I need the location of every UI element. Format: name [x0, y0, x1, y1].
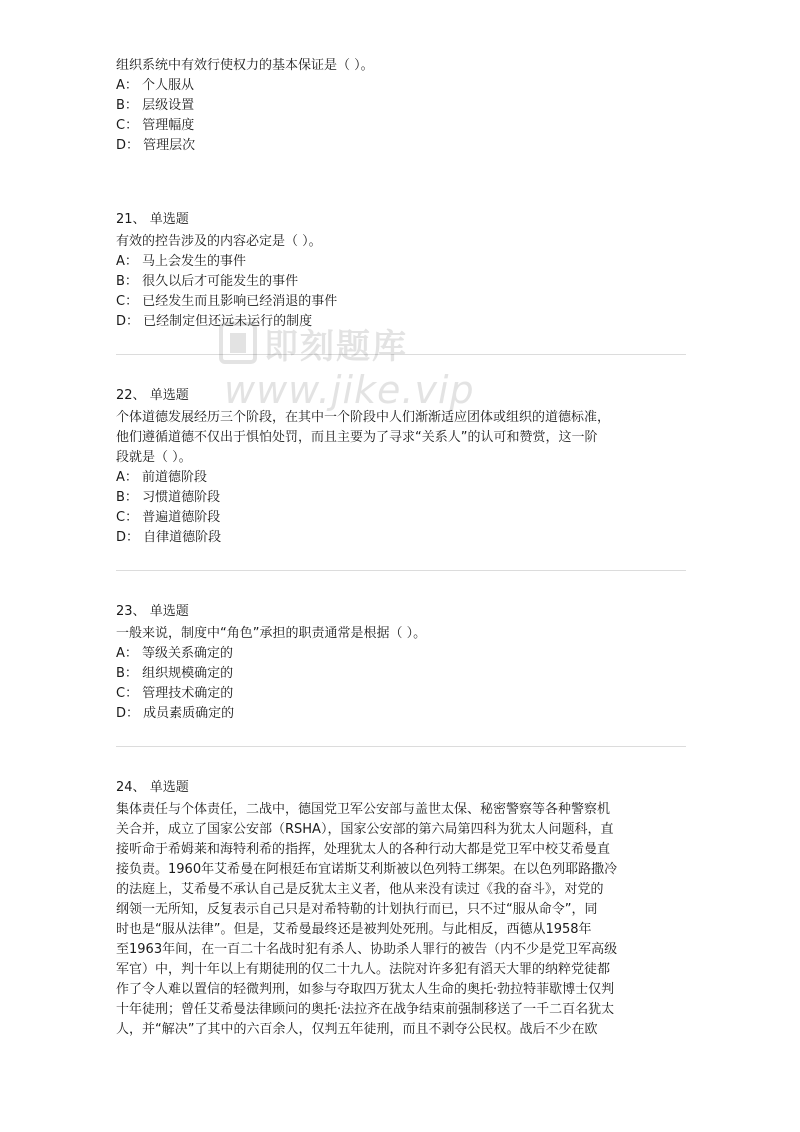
option-letter: A： — [116, 78, 138, 93]
question-number: 23、 — [116, 604, 146, 619]
question-type: 单选题 — [149, 604, 189, 619]
question-22-option-d — [116, 528, 686, 548]
question-24-header — [116, 778, 686, 798]
question-22-stem-line: 段就是（ ）。 — [116, 450, 192, 465]
option-text: 已经发生而且影响已经消退的事件 — [142, 294, 338, 309]
section-divider — [116, 570, 686, 571]
option-letter: B： — [116, 490, 138, 505]
question-20-option-d — [116, 136, 686, 156]
passage-line: 作了令人难以置信的轻微判刑，如参与夺取四万犹太人生命的奥托·勃拉特菲歇博士仅判 — [116, 982, 615, 997]
question-23-header — [116, 602, 686, 622]
option-letter: D： — [116, 706, 140, 721]
option-text: 前道德阶段 — [142, 470, 208, 485]
option-text: 管理层次 — [143, 138, 196, 153]
passage-line: 人，并“解决”了其中的六百余人，仅判五年徒刑，而且不剥夺公民权。战后不少在欧 — [116, 1022, 598, 1037]
question-21-header — [116, 210, 686, 230]
question-22-stem-line: 他们遵循道德不仅出于惧怕处罚，而且主要为了寻求“关系人”的认可和赞赏，这一阶 — [116, 430, 598, 445]
option-letter: A： — [116, 254, 138, 269]
section-divider — [116, 354, 686, 355]
question-21-option-b — [116, 272, 686, 292]
question-22 — [116, 386, 686, 548]
passage-line: 军官）中，判十年以上有期徒刑的仅二十九人。法院对许多犯有滔天大罪的纳粹党徒都 — [116, 962, 611, 977]
passage-line: 接听命于希姆莱和海特利希的指挥，处理犹太人的各种行动大都是党卫军中校艾希曼直 — [116, 842, 611, 857]
option-letter: A： — [116, 470, 138, 485]
option-text: 很久以后才可能发生的事件 — [142, 274, 299, 289]
question-24 — [116, 778, 686, 1040]
passage-line: 时也是“服从法律”。但是，艾希曼最终还是被判处死刑。与此相反，西德从1958年 — [116, 922, 592, 937]
option-text: 已经制定但还远未运行的制度 — [143, 314, 313, 329]
question-20-stem: 组织系统中有效行使权力的基本保证是（ ）。 — [116, 58, 374, 73]
option-letter: C： — [116, 510, 139, 525]
question-21 — [116, 210, 686, 332]
option-text: 个人服从 — [142, 78, 195, 93]
question-23-option-c — [116, 684, 686, 704]
question-22-header — [116, 386, 686, 406]
question-type: 单选题 — [149, 212, 189, 227]
option-letter: D： — [116, 314, 140, 329]
option-letter: B： — [116, 666, 138, 681]
question-23 — [116, 602, 686, 724]
question-number: 21、 — [116, 212, 146, 227]
section-divider — [116, 746, 686, 747]
option-text: 等级关系确定的 — [142, 646, 234, 661]
option-text: 自律道德阶段 — [143, 530, 222, 545]
exam-page — [116, 56, 686, 1040]
question-23-option-a — [116, 644, 686, 664]
watermark-cn-text: 即刻题库 — [264, 326, 408, 367]
passage-line: 十年徒刑；曾任艾希曼法律顾问的奥托·法拉齐在战争结束前强制移送了一千二百名犹太 — [116, 1002, 615, 1017]
watermark-url: www.jike.vip — [224, 368, 475, 412]
question-number: 22、 — [116, 388, 146, 403]
question-21-option-c — [116, 292, 686, 312]
option-text: 管理幅度 — [142, 118, 195, 133]
question-20-option-a — [116, 76, 686, 96]
passage-line: 的法庭上，艾希曼不承认自己是反犹太主义者，他从来没有读过《我的奋斗》，对党的 — [116, 882, 604, 897]
question-type: 单选题 — [149, 780, 189, 795]
option-letter: A： — [116, 646, 138, 661]
passage-line: 关合并，成立了国家公安部（RSHA），国家公安部的第六局第四科为犹太人问题科，直 — [116, 822, 614, 837]
option-letter: B： — [116, 274, 138, 289]
option-letter: B： — [116, 98, 138, 113]
passage-line: 集体责任与个体责任，二战中，德国党卫军公安部与盖世太保、秘密警察等各种警察机 — [116, 802, 611, 817]
passage-line: 纲领一无所知，反复表示自己只是对希特勒的计划执行而已，只不过“服从命令”，同 — [116, 902, 598, 917]
option-letter: C： — [116, 294, 139, 309]
question-24-passage — [116, 800, 686, 1040]
question-21-option-a — [116, 252, 686, 272]
question-23-option-d — [116, 704, 686, 724]
question-21-stem: 有效的控告涉及的内容必定是（ ）。 — [116, 234, 322, 249]
option-text: 管理技术确定的 — [142, 686, 234, 701]
question-22-option-c — [116, 508, 686, 528]
option-text: 成员素质确定的 — [143, 706, 235, 721]
option-text: 层级设置 — [142, 98, 195, 113]
option-text: 普遍道德阶段 — [142, 510, 221, 525]
question-21-option-d — [116, 312, 686, 332]
question-22-option-a — [116, 468, 686, 488]
option-text: 马上会发生的事件 — [142, 254, 247, 269]
question-22-option-b — [116, 488, 686, 508]
option-letter: D： — [116, 138, 140, 153]
option-letter: C： — [116, 118, 139, 133]
option-text: 习惯道德阶段 — [142, 490, 221, 505]
passage-line: 接负责。1960年艾希曼在阿根廷布宜诺斯艾利斯被以色列特工绑架。在以色列耶路撒冷 — [116, 862, 618, 877]
option-text: 组织规模确定的 — [142, 666, 234, 681]
question-23-option-b — [116, 664, 686, 684]
question-20 — [116, 56, 686, 156]
question-22-stem-line: 个体道德发展经历三个阶段，在其中一个阶段中人们渐渐适应团体或组织的道德标准， — [116, 410, 611, 425]
question-20-option-c — [116, 116, 686, 136]
option-letter: C： — [116, 686, 139, 701]
passage-line: 至1963年间，在一百二十名战时犯有杀人、协助杀人罪行的被告（内不少是党卫军高级 — [116, 942, 618, 957]
section-divider — [116, 178, 686, 179]
question-type: 单选题 — [149, 388, 189, 403]
question-number: 24、 — [116, 780, 146, 795]
question-23-stem: 一般来说，制度中“角色”承担的职责通常是根据（ ）。 — [116, 626, 427, 641]
question-20-option-b — [116, 96, 686, 116]
option-letter: D： — [116, 530, 140, 545]
